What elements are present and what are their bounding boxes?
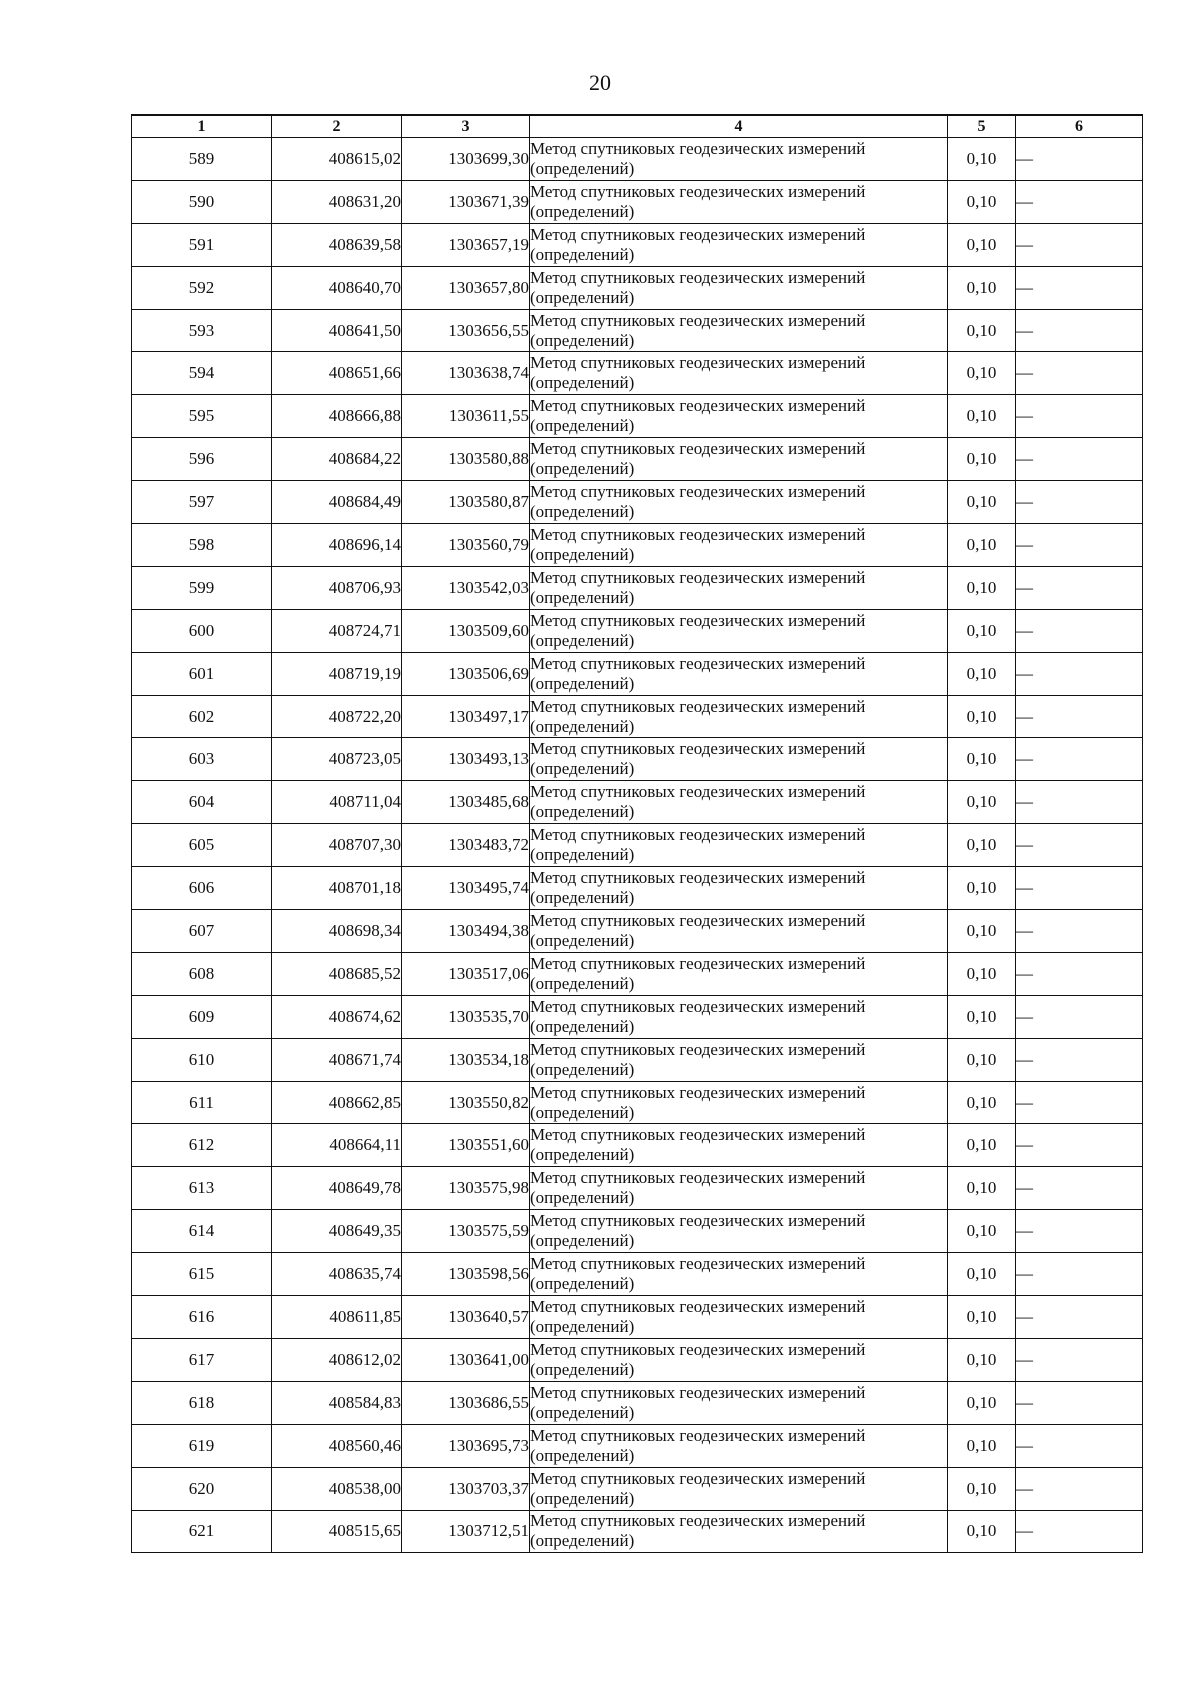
note-cell: — xyxy=(1016,266,1143,309)
accuracy-cell: 0,10 xyxy=(948,738,1016,781)
x-coordinate-cell: 408639,58 xyxy=(272,223,402,266)
x-coordinate-cell: 408631,20 xyxy=(272,180,402,223)
method-cell: Метод спутниковых геодезических измерений (определений) xyxy=(530,1338,948,1381)
table-row xyxy=(132,867,1143,910)
accuracy-cell: 0,10 xyxy=(948,781,1016,824)
accuracy-cell: 0,10 xyxy=(948,524,1016,567)
table-row xyxy=(132,1210,1143,1253)
point-number-cell: 593 xyxy=(132,309,272,352)
y-coordinate-cell: 1303695,73 xyxy=(402,1424,530,1467)
method-cell: Метод спутниковых геодезических измерений (определений) xyxy=(530,1167,948,1210)
x-coordinate-cell: 408640,70 xyxy=(272,266,402,309)
note-cell: — xyxy=(1016,1296,1143,1339)
point-number-cell: 601 xyxy=(132,652,272,695)
x-coordinate-cell: 408684,22 xyxy=(272,438,402,481)
table-row xyxy=(132,1253,1143,1296)
x-coordinate-cell: 408635,74 xyxy=(272,1253,402,1296)
method-cell: Метод спутниковых геодезических измерений (определений) xyxy=(530,352,948,395)
table-body xyxy=(132,138,1143,1553)
x-coordinate-cell: 408612,02 xyxy=(272,1338,402,1381)
note-cell: — xyxy=(1016,995,1143,1038)
y-coordinate-cell: 1303506,69 xyxy=(402,652,530,695)
note-cell: — xyxy=(1016,1124,1143,1167)
accuracy-cell: 0,10 xyxy=(948,352,1016,395)
y-coordinate-cell: 1303640,57 xyxy=(402,1296,530,1339)
y-coordinate-cell: 1303517,06 xyxy=(402,952,530,995)
note-cell: — xyxy=(1016,1381,1143,1424)
table-row xyxy=(132,309,1143,352)
method-cell: Метод спутниковых геодезических измерений (определений) xyxy=(530,609,948,652)
accuracy-cell: 0,10 xyxy=(948,180,1016,223)
point-number-cell: 597 xyxy=(132,481,272,524)
method-cell: Метод спутниковых геодезических измерений (определений) xyxy=(530,395,948,438)
accuracy-cell: 0,10 xyxy=(948,867,1016,910)
x-coordinate-cell: 408696,14 xyxy=(272,524,402,567)
accuracy-cell: 0,10 xyxy=(948,395,1016,438)
point-number-cell: 592 xyxy=(132,266,272,309)
table-row xyxy=(132,138,1143,181)
y-coordinate-cell: 1303656,55 xyxy=(402,309,530,352)
method-cell: Метод спутниковых геодезических измерений (определений) xyxy=(530,1467,948,1510)
accuracy-cell: 0,10 xyxy=(948,1510,1016,1553)
table-row xyxy=(132,395,1143,438)
note-cell: — xyxy=(1016,652,1143,695)
x-coordinate-cell: 408649,78 xyxy=(272,1167,402,1210)
x-coordinate-cell: 408515,65 xyxy=(272,1510,402,1553)
point-number-cell: 617 xyxy=(132,1338,272,1381)
point-number-cell: 612 xyxy=(132,1124,272,1167)
x-coordinate-cell: 408584,83 xyxy=(272,1381,402,1424)
accuracy-cell: 0,10 xyxy=(948,824,1016,867)
note-cell: — xyxy=(1016,138,1143,181)
y-coordinate-cell: 1303485,68 xyxy=(402,781,530,824)
point-number-cell: 614 xyxy=(132,1210,272,1253)
table-row xyxy=(132,1467,1143,1510)
note-cell: — xyxy=(1016,910,1143,953)
point-number-cell: 619 xyxy=(132,1424,272,1467)
accuracy-cell: 0,10 xyxy=(948,481,1016,524)
method-cell: Метод спутниковых геодезических измерений (определений) xyxy=(530,1424,948,1467)
x-coordinate-cell: 408538,00 xyxy=(272,1467,402,1510)
x-coordinate-cell: 408662,85 xyxy=(272,1081,402,1124)
y-coordinate-cell: 1303580,88 xyxy=(402,438,530,481)
x-coordinate-cell: 408674,62 xyxy=(272,995,402,1038)
table-row xyxy=(132,1124,1143,1167)
column-header: 1 xyxy=(132,115,272,138)
note-cell: — xyxy=(1016,867,1143,910)
table-row xyxy=(132,1167,1143,1210)
y-coordinate-cell: 1303495,74 xyxy=(402,867,530,910)
note-cell: — xyxy=(1016,1167,1143,1210)
method-cell: Метод спутниковых геодезических измерений (определений) xyxy=(530,1296,948,1339)
table-row xyxy=(132,566,1143,609)
point-number-cell: 598 xyxy=(132,524,272,567)
accuracy-cell: 0,10 xyxy=(948,1038,1016,1081)
point-number-cell: 608 xyxy=(132,952,272,995)
table-header-row xyxy=(132,115,1143,138)
point-number-cell: 620 xyxy=(132,1467,272,1510)
column-header: 6 xyxy=(1016,115,1143,138)
x-coordinate-cell: 408701,18 xyxy=(272,867,402,910)
table-row xyxy=(132,1424,1143,1467)
accuracy-cell: 0,10 xyxy=(948,266,1016,309)
table-row xyxy=(132,481,1143,524)
point-number-cell: 610 xyxy=(132,1038,272,1081)
note-cell: — xyxy=(1016,952,1143,995)
x-coordinate-cell: 408684,49 xyxy=(272,481,402,524)
method-cell: Метод спутниковых геодезических измерений (определений) xyxy=(530,867,948,910)
method-cell: Метод спутниковых геодезических измерений (определений) xyxy=(530,566,948,609)
table-row xyxy=(132,1510,1143,1553)
column-header: 4 xyxy=(530,115,948,138)
table-row xyxy=(132,695,1143,738)
point-number-cell: 589 xyxy=(132,138,272,181)
x-coordinate-cell: 408719,19 xyxy=(272,652,402,695)
method-cell: Метод спутниковых геодезических измерений (определений) xyxy=(530,138,948,181)
accuracy-cell: 0,10 xyxy=(948,1381,1016,1424)
table-row xyxy=(132,824,1143,867)
accuracy-cell: 0,10 xyxy=(948,223,1016,266)
y-coordinate-cell: 1303638,74 xyxy=(402,352,530,395)
table-row xyxy=(132,952,1143,995)
note-cell: — xyxy=(1016,180,1143,223)
accuracy-cell: 0,10 xyxy=(948,138,1016,181)
point-number-cell: 591 xyxy=(132,223,272,266)
y-coordinate-cell: 1303535,70 xyxy=(402,995,530,1038)
y-coordinate-cell: 1303493,13 xyxy=(402,738,530,781)
note-cell: — xyxy=(1016,781,1143,824)
note-cell: — xyxy=(1016,223,1143,266)
x-coordinate-cell: 408651,66 xyxy=(272,352,402,395)
point-number-cell: 602 xyxy=(132,695,272,738)
note-cell: — xyxy=(1016,1338,1143,1381)
note-cell: — xyxy=(1016,566,1143,609)
point-number-cell: 599 xyxy=(132,566,272,609)
method-cell: Метод спутниковых геодезических измерений (определений) xyxy=(530,824,948,867)
y-coordinate-cell: 1303494,38 xyxy=(402,910,530,953)
accuracy-cell: 0,10 xyxy=(948,1296,1016,1339)
method-cell: Метод спутниковых геодезических измерений (определений) xyxy=(530,481,948,524)
x-coordinate-cell: 408641,50 xyxy=(272,309,402,352)
y-coordinate-cell: 1303611,55 xyxy=(402,395,530,438)
table-row xyxy=(132,352,1143,395)
x-coordinate-cell: 408649,35 xyxy=(272,1210,402,1253)
accuracy-cell: 0,10 xyxy=(948,952,1016,995)
note-cell: — xyxy=(1016,395,1143,438)
accuracy-cell: 0,10 xyxy=(948,995,1016,1038)
y-coordinate-cell: 1303575,98 xyxy=(402,1167,530,1210)
point-number-cell: 607 xyxy=(132,910,272,953)
table-row xyxy=(132,1381,1143,1424)
method-cell: Метод спутниковых геодезических измерений (определений) xyxy=(530,1081,948,1124)
note-cell: — xyxy=(1016,481,1143,524)
y-coordinate-cell: 1303657,80 xyxy=(402,266,530,309)
y-coordinate-cell: 1303497,17 xyxy=(402,695,530,738)
y-coordinate-cell: 1303657,19 xyxy=(402,223,530,266)
note-cell: — xyxy=(1016,352,1143,395)
column-header: 2 xyxy=(272,115,402,138)
note-cell: — xyxy=(1016,1253,1143,1296)
method-cell: Метод спутниковых геодезических измерений (определений) xyxy=(530,1510,948,1553)
y-coordinate-cell: 1303542,03 xyxy=(402,566,530,609)
accuracy-cell: 0,10 xyxy=(948,1424,1016,1467)
method-cell: Метод спутниковых геодезических измерений (определений) xyxy=(530,1381,948,1424)
accuracy-cell: 0,10 xyxy=(948,910,1016,953)
method-cell: Метод спутниковых геодезических измерений (определений) xyxy=(530,652,948,695)
x-coordinate-cell: 408671,74 xyxy=(272,1038,402,1081)
method-cell: Метод спутниковых геодезических измерений (определений) xyxy=(530,738,948,781)
column-header: 5 xyxy=(948,115,1016,138)
table-row xyxy=(132,1296,1143,1339)
point-number-cell: 613 xyxy=(132,1167,272,1210)
note-cell: — xyxy=(1016,609,1143,652)
x-coordinate-cell: 408611,85 xyxy=(272,1296,402,1339)
method-cell: Метод спутниковых геодезических измерений (определений) xyxy=(530,1210,948,1253)
method-cell: Метод спутниковых геодезических измерений (определений) xyxy=(530,995,948,1038)
table-row xyxy=(132,781,1143,824)
point-number-cell: 618 xyxy=(132,1381,272,1424)
y-coordinate-cell: 1303699,30 xyxy=(402,138,530,181)
method-cell: Метод спутниковых геодезических измерений (определений) xyxy=(530,1253,948,1296)
x-coordinate-cell: 408706,93 xyxy=(272,566,402,609)
point-number-cell: 604 xyxy=(132,781,272,824)
accuracy-cell: 0,10 xyxy=(948,695,1016,738)
page-number: 20 xyxy=(589,70,611,95)
accuracy-cell: 0,10 xyxy=(948,309,1016,352)
y-coordinate-cell: 1303560,79 xyxy=(402,524,530,567)
table-row xyxy=(132,524,1143,567)
point-number-cell: 590 xyxy=(132,180,272,223)
table-row xyxy=(132,738,1143,781)
point-number-cell: 606 xyxy=(132,867,272,910)
coordinates-table xyxy=(131,114,1143,1553)
method-cell: Метод спутниковых геодезических измерений (определений) xyxy=(530,910,948,953)
point-number-cell: 605 xyxy=(132,824,272,867)
note-cell: — xyxy=(1016,1467,1143,1510)
method-cell: Метод спутниковых геодезических измерений (определений) xyxy=(530,524,948,567)
method-cell: Метод спутниковых геодезических измерений (определений) xyxy=(530,781,948,824)
note-cell: — xyxy=(1016,1081,1143,1124)
accuracy-cell: 0,10 xyxy=(948,1210,1016,1253)
point-number-cell: 595 xyxy=(132,395,272,438)
x-coordinate-cell: 408723,05 xyxy=(272,738,402,781)
y-coordinate-cell: 1303703,37 xyxy=(402,1467,530,1510)
accuracy-cell: 0,10 xyxy=(948,438,1016,481)
y-coordinate-cell: 1303712,51 xyxy=(402,1510,530,1553)
x-coordinate-cell: 408698,34 xyxy=(272,910,402,953)
method-cell: Метод спутниковых геодезических измерений (определений) xyxy=(530,695,948,738)
x-coordinate-cell: 408724,71 xyxy=(272,609,402,652)
note-cell: — xyxy=(1016,438,1143,481)
note-cell: — xyxy=(1016,695,1143,738)
table-row xyxy=(132,910,1143,953)
accuracy-cell: 0,10 xyxy=(948,652,1016,695)
point-number-cell: 594 xyxy=(132,352,272,395)
point-number-cell: 600 xyxy=(132,609,272,652)
method-cell: Метод спутниковых геодезических измерений (определений) xyxy=(530,309,948,352)
method-cell: Метод спутниковых геодезических измерений (определений) xyxy=(530,223,948,266)
accuracy-cell: 0,10 xyxy=(948,1253,1016,1296)
note-cell: — xyxy=(1016,1038,1143,1081)
x-coordinate-cell: 408560,46 xyxy=(272,1424,402,1467)
accuracy-cell: 0,10 xyxy=(948,609,1016,652)
point-number-cell: 609 xyxy=(132,995,272,1038)
table-row xyxy=(132,266,1143,309)
table-row xyxy=(132,180,1143,223)
y-coordinate-cell: 1303598,56 xyxy=(402,1253,530,1296)
table-row xyxy=(132,1038,1143,1081)
point-number-cell: 615 xyxy=(132,1253,272,1296)
note-cell: — xyxy=(1016,738,1143,781)
point-number-cell: 611 xyxy=(132,1081,272,1124)
y-coordinate-cell: 1303550,82 xyxy=(402,1081,530,1124)
note-cell: — xyxy=(1016,1210,1143,1253)
x-coordinate-cell: 408722,20 xyxy=(272,695,402,738)
y-coordinate-cell: 1303575,59 xyxy=(402,1210,530,1253)
note-cell: — xyxy=(1016,309,1143,352)
y-coordinate-cell: 1303686,55 xyxy=(402,1381,530,1424)
point-number-cell: 616 xyxy=(132,1296,272,1339)
y-coordinate-cell: 1303534,18 xyxy=(402,1038,530,1081)
accuracy-cell: 0,10 xyxy=(948,1167,1016,1210)
x-coordinate-cell: 408685,52 xyxy=(272,952,402,995)
point-number-cell: 603 xyxy=(132,738,272,781)
note-cell: — xyxy=(1016,1424,1143,1467)
method-cell: Метод спутниковых геодезических измерений (определений) xyxy=(530,266,948,309)
point-number-cell: 596 xyxy=(132,438,272,481)
table-row xyxy=(132,1081,1143,1124)
method-cell: Метод спутниковых геодезических измерений (определений) xyxy=(530,438,948,481)
method-cell: Метод спутниковых геодезических измерений (определений) xyxy=(530,1124,948,1167)
y-coordinate-cell: 1303551,60 xyxy=(402,1124,530,1167)
table-row xyxy=(132,1338,1143,1381)
accuracy-cell: 0,10 xyxy=(948,1467,1016,1510)
point-number-cell: 621 xyxy=(132,1510,272,1553)
x-coordinate-cell: 408711,04 xyxy=(272,781,402,824)
method-cell: Метод спутниковых геодезических измерений (определений) xyxy=(530,180,948,223)
table-row xyxy=(132,223,1143,266)
accuracy-cell: 0,10 xyxy=(948,1124,1016,1167)
y-coordinate-cell: 1303580,87 xyxy=(402,481,530,524)
y-coordinate-cell: 1303641,00 xyxy=(402,1338,530,1381)
table-row xyxy=(132,995,1143,1038)
column-header: 3 xyxy=(402,115,530,138)
note-cell: — xyxy=(1016,824,1143,867)
x-coordinate-cell: 408707,30 xyxy=(272,824,402,867)
table-row xyxy=(132,438,1143,481)
note-cell: — xyxy=(1016,1510,1143,1553)
table-row xyxy=(132,609,1143,652)
y-coordinate-cell: 1303483,72 xyxy=(402,824,530,867)
note-cell: — xyxy=(1016,524,1143,567)
accuracy-cell: 0,10 xyxy=(948,1081,1016,1124)
table-row xyxy=(132,652,1143,695)
y-coordinate-cell: 1303509,60 xyxy=(402,609,530,652)
y-coordinate-cell: 1303671,39 xyxy=(402,180,530,223)
method-cell: Метод спутниковых геодезических измерений (определений) xyxy=(530,952,948,995)
x-coordinate-cell: 408615,02 xyxy=(272,138,402,181)
x-coordinate-cell: 408664,11 xyxy=(272,1124,402,1167)
accuracy-cell: 0,10 xyxy=(948,1338,1016,1381)
method-cell: Метод спутниковых геодезических измерений (определений) xyxy=(530,1038,948,1081)
x-coordinate-cell: 408666,88 xyxy=(272,395,402,438)
accuracy-cell: 0,10 xyxy=(948,566,1016,609)
